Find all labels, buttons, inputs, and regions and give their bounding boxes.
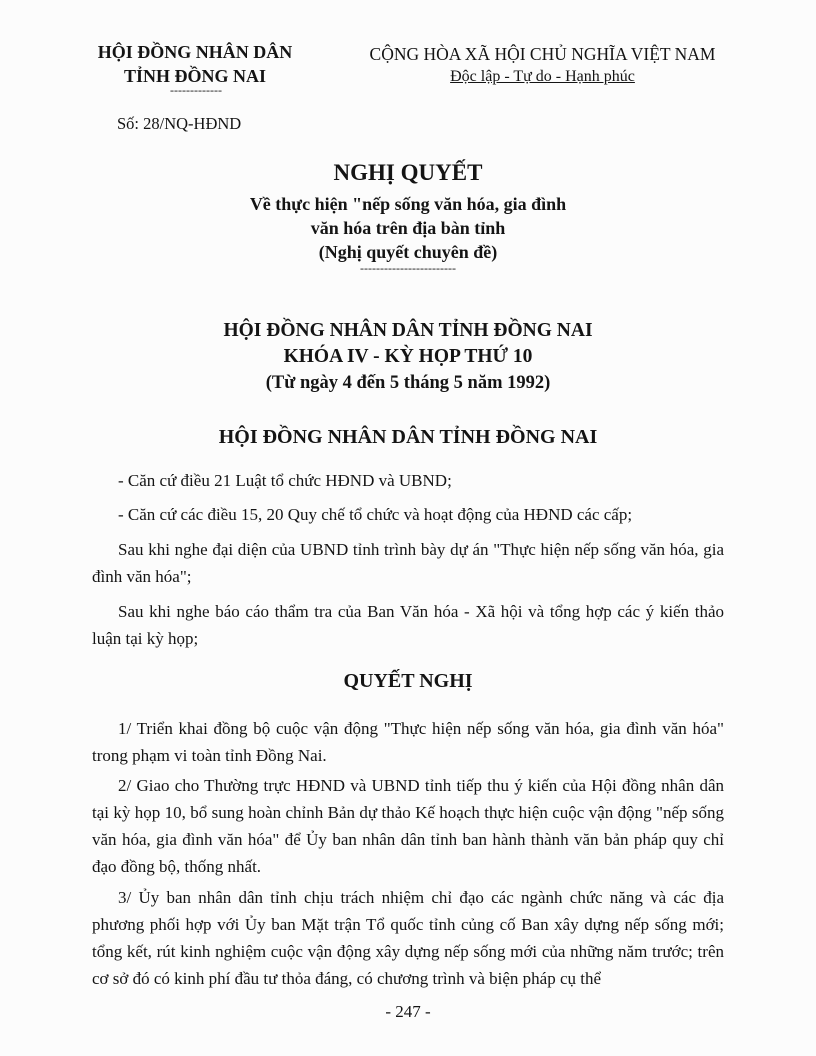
preamble-item: [92, 536, 724, 590]
decision-item: [92, 715, 724, 769]
preamble-item: [92, 467, 724, 494]
motto-text: Độc lập - Tự do - Hạnh phúc: [450, 68, 635, 85]
decision-text: 1/ Triển khai đồng bộ cuộc vận động "Thực hiện nếp sống văn hóa, gia đình văn hóa" trong phạm vi toàn tỉnh Đồng Nai.: [92, 719, 724, 765]
page-number: - 247 -: [385, 1002, 431, 1021]
council-name-repeat: HỘI ĐỒNG NHÂN DÂN TỈNH ĐỒNG NAI: [218, 426, 598, 448]
council-session: KHÓA IV - KỲ HỌP THỨ 10: [283, 346, 533, 367]
preamble-text: - Căn cứ các điều 15, 20 Quy chế tổ chức và hoạt động của HĐND các cấp;: [118, 505, 633, 524]
decision-item: [92, 772, 724, 880]
title-separator: ------------------------: [360, 261, 456, 275]
org-separator: -------------: [170, 83, 222, 97]
subtitle-line-2: văn hóa trên địa bàn tỉnh: [310, 218, 506, 238]
decision-item: [92, 884, 724, 992]
document-title: NGHỊ QUYẾT: [333, 160, 483, 185]
document-number: Số: 28/NQ-HĐND: [117, 114, 242, 133]
preamble-item: [92, 598, 724, 652]
decision-text: 3/ Ủy ban nhân dân tỉnh chịu trách nhiệm chỉ đạo các ngành chức năng và các địa phương phối hợp với Ủy ban Mặt trận Tổ quốc tỉnh củng cố Ban xây dựng nếp sống mới; tổng kết, rút kinh nghiệm cuộc vận động xây dựng nếp sống mới của những năm trước; trên cơ sở đó có kinh phí đầu tư thỏa đáng, có chương trình và biện pháp cụ thể: [92, 888, 724, 988]
council-name: HỘI ĐỒNG NHÂN DÂN TỈNH ĐỒNG NAI: [223, 320, 593, 341]
subtitle-line-3: (Nghị quyết chuyên đề): [318, 242, 498, 262]
preamble-text: Sau khi nghe báo cáo thẩm tra của Ban Văn hóa - Xã hội và tổng hợp các ý kiến thảo luận tại kỳ họp;: [92, 602, 724, 648]
national-title: CỘNG HÒA XÃ HỘI CHỦ NGHĨA VIỆT NAM: [369, 44, 716, 64]
org-line-2: TỈNH ĐỒNG NAI: [123, 66, 266, 86]
council-dates: (Từ ngày 4 đến 5 tháng 5 năm 1992): [265, 373, 551, 393]
national-motto: [350, 66, 735, 88]
preamble-item: [92, 501, 724, 528]
preamble-text: - Căn cứ điều 21 Luật tổ chức HĐND và UBND;: [118, 471, 452, 490]
decision-text: 2/ Giao cho Thường trực HĐND và UBND tỉnh tiếp thu ý kiến của Hội đồng nhân dân tại kỳ họp 10, bổ sung hoàn chỉnh Bản dự thảo Kế hoạch thực hiện cuộc vận động "nếp sống văn hóa, gia đình văn hóa" để Ủy ban nhân dân tỉnh ban hành thành văn bản pháp quy chỉ đạo đồng bộ, thống nhất.: [92, 776, 724, 876]
issuing-organization: [70, 40, 320, 88]
preamble-text: Sau khi nghe đại diện của UBND tỉnh trình bày dự án "Thực hiện nếp sống văn hóa, gia đình văn hóa";: [92, 540, 724, 586]
subtitle-line-1: Về thực hiện "nếp sống văn hóa, gia đình: [249, 194, 567, 214]
org-line-1: HỘI ĐỒNG NHÂN DÂN: [97, 42, 293, 62]
decision-heading: QUYẾT NGHỊ: [343, 670, 473, 692]
